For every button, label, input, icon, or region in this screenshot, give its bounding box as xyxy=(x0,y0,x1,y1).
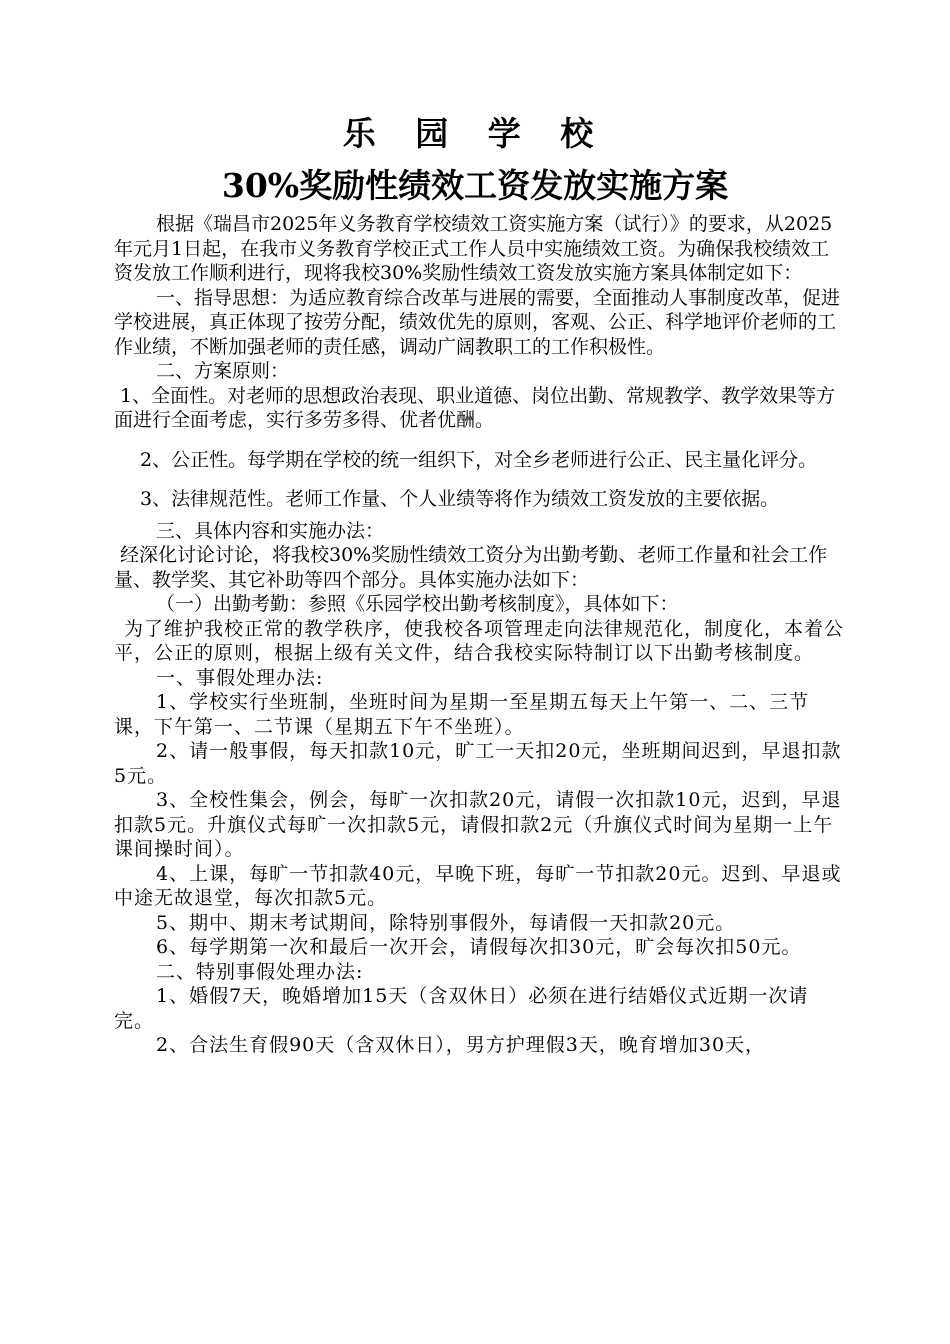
document-body xyxy=(114,212,846,1058)
principle-fairness: 2、公正性。每学期在学校的统一组织下，对全乡老师进行公正、民主量化评分。 xyxy=(140,448,818,471)
principle-legal: 3、法律规范性。老师工作量、个人业绩等将作为绩效工资发放的主要依据。 xyxy=(140,487,780,510)
guiding-ideology-paragraph: 一、指导思想：为适应教育综合改革与进展的需要，全面推动人事制度改革，促进学校进展，真正体现了按劳分配，绩效优先的原则，客观、公正、科学地评价老师的工作业绩，不断加强老师的责任感，调动广阔教职工的工作积极性。 xyxy=(114,286,841,358)
rule-item-5: 5、期中、期末考试期间，除特别事假外，每请假一天扣款20元。 xyxy=(156,911,736,934)
rule-item-1: 1、学校实行坐班制，坐班时间为星期一至星期五每天上午第一、二、三节课，下午第一、二节课（星期五下午不坐班）。 xyxy=(114,691,810,738)
special-leave-heading: 二、特别事假处理办法: xyxy=(156,960,364,983)
school-name-title: 乐 园 学 校 xyxy=(342,114,608,153)
implementation-heading: 三、具体内容和实施办法： xyxy=(156,519,385,542)
rule-item-3: 3、全校性集会，例会，每旷一次扣款20元，请假一次扣款10元，迟到，早退扣款5元。升旗仪式每旷一次扣款5元，请假扣款2元（升旗仪式时间为星期一上午课间操时间）。 xyxy=(114,789,842,860)
intro-paragraph: 根据《瑞昌市2025年义务教育学校绩效工资实施方案（试行）》的要求，从2025年元月1日起，在我市义务教育学校正式工作人员中实施绩效工资。为确保我校绩效工资发放工作顺利进行，现将我校30%奖励性绩效工资发放实施方案具体制定如下： xyxy=(114,213,833,284)
principle-comprehensive: 1、全面性。对老师的思想政治表现、职业道德、岗位出勤、常规教学、教学效果等方面进行全面考虑，实行多劳多得、优者优酬。 xyxy=(114,384,836,431)
rule-item-6: 6、每学期第一次和最后一次开会，请假每次扣30元，旷会每次扣50元。 xyxy=(156,936,802,958)
attendance-heading: （一）出勤考勤：参照《乐园学校出勤考核制度》，具体如下： xyxy=(156,593,679,615)
document-title: 30%奖励性绩效工资发放实施方案 xyxy=(221,166,729,205)
rule-item-2: 2、请一般事假，每天扣款10元，旷工一天扣20元，坐班期间迟到，早退扣款5元。 xyxy=(114,740,842,787)
implementation-overview: 经深化讨论讨论，将我校30%奖励性绩效工资分为出勤考勤、老师工作量和社会工作量、教学奖、其它补助等四个部分。具体实施办法如下： xyxy=(114,544,828,591)
attendance-intro: 为了维护我校正常的教学秩序，使我校各项管理走向法律规范化，制度化，本着公平，公正的原则，根据上级有关文件，结合我校实际特制订以下出勤考核制度。 xyxy=(114,617,845,664)
personal-leave-heading: 一、事假处理办法: xyxy=(156,666,324,689)
special-leave-item-2: 2、合法生育假90天（含双休日），男方护理假3天，晚育增加30天， xyxy=(156,1034,766,1056)
special-leave-item-1: 1、婚假7天，晚婚增加15天（含双休日）必须在进行结婚仪式近期一次请完。 xyxy=(114,985,809,1032)
principles-heading: 二、方案原则： xyxy=(156,360,290,382)
rule-item-4: 4、上课，每旷一节扣款40元，早晚下班，每旷一节扣款20元。迟到、早退或中途无故退堂，每次扣款5元。 xyxy=(114,862,842,909)
